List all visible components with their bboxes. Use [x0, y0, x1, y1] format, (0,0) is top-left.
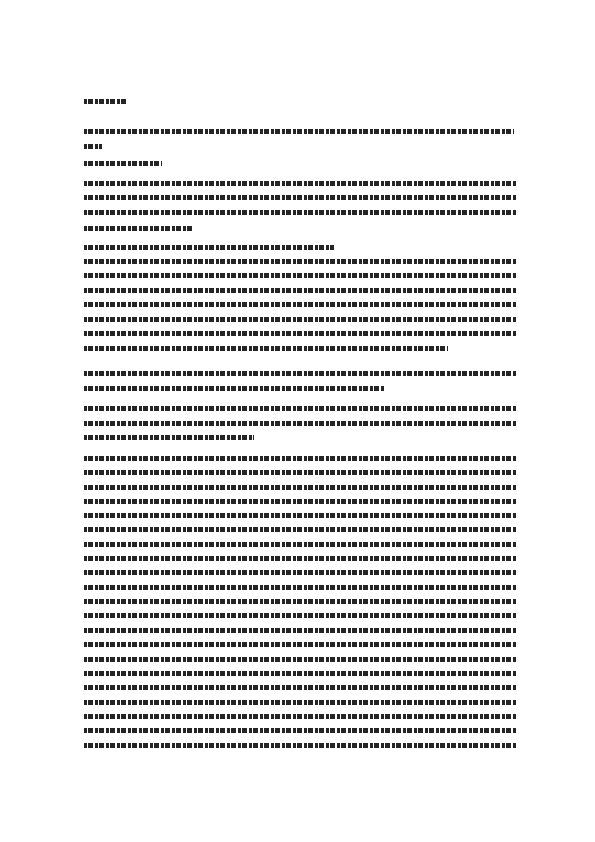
text-line — [84, 699, 516, 707]
text-line-bar — [84, 195, 516, 200]
text-line — [84, 713, 516, 721]
text-line — [84, 434, 254, 442]
text-line — [84, 584, 516, 592]
text-line-bar — [84, 585, 516, 590]
text-line-bar — [84, 470, 516, 475]
text-line — [84, 160, 162, 168]
text-line — [84, 627, 516, 635]
text-line — [84, 569, 516, 577]
text-line-bar — [84, 485, 516, 490]
text-line — [84, 541, 516, 549]
text-line-bar — [84, 259, 516, 264]
text-line — [84, 180, 516, 188]
text-line-bar — [84, 435, 254, 440]
text-line — [84, 670, 516, 678]
text-line-bar — [84, 406, 516, 411]
text-line — [84, 244, 334, 252]
text-line-bar — [84, 628, 516, 633]
text-line — [84, 287, 516, 295]
text-line — [84, 345, 448, 353]
text-line-bar — [84, 657, 516, 662]
text-line — [84, 656, 516, 664]
text-line-bar — [84, 556, 516, 561]
text-line-bar — [84, 371, 516, 376]
text-line-bar — [84, 302, 516, 307]
text-line-bar — [84, 599, 516, 604]
text-line-bar — [84, 499, 516, 504]
text-line-bar — [84, 210, 516, 215]
text-line-bar — [84, 421, 516, 426]
text-line-bar — [84, 714, 516, 719]
text-line-bar — [84, 700, 516, 705]
text-line — [84, 598, 516, 606]
text-line — [84, 98, 128, 106]
text-line-bar — [84, 181, 516, 186]
text-line-bar — [84, 226, 192, 231]
text-line-bar — [84, 542, 516, 547]
text-line-bar — [84, 161, 162, 166]
text-line-bar — [84, 245, 334, 250]
text-line-bar — [84, 273, 516, 278]
text-line — [84, 128, 514, 136]
text-line — [84, 455, 516, 463]
text-line-bar — [84, 99, 128, 104]
text-line — [84, 684, 516, 692]
text-line — [84, 526, 516, 534]
text-line — [84, 330, 516, 338]
text-line-bar — [84, 642, 516, 647]
text-line-bar — [84, 513, 516, 518]
text-line — [84, 370, 516, 378]
text-line — [84, 641, 516, 649]
text-line-bar — [84, 728, 516, 733]
text-line — [84, 225, 192, 233]
text-line — [84, 258, 516, 266]
text-line — [84, 316, 516, 324]
text-line — [84, 612, 516, 620]
text-line-bar — [84, 346, 448, 351]
text-line — [84, 498, 516, 506]
text-line-bar — [84, 129, 514, 134]
text-line-bar — [84, 386, 384, 391]
text-line-bar — [84, 456, 516, 461]
text-line — [84, 512, 516, 520]
text-line — [84, 555, 516, 563]
text-line-bar — [84, 317, 516, 322]
text-line — [84, 405, 516, 413]
text-line — [84, 742, 516, 750]
text-line-bar — [84, 527, 516, 532]
text-line — [84, 727, 516, 735]
text-line — [84, 469, 516, 477]
text-line — [84, 385, 384, 393]
text-line — [84, 272, 516, 280]
text-line-bar — [84, 743, 516, 748]
text-line-bar — [84, 570, 516, 575]
text-line — [84, 484, 516, 492]
text-line-bar — [84, 288, 516, 293]
text-line — [84, 194, 516, 202]
text-line-bar — [84, 144, 102, 149]
text-line-bar — [84, 331, 516, 336]
text-line — [84, 143, 102, 151]
text-line — [84, 301, 516, 309]
text-line-bar — [84, 613, 516, 618]
text-line-bar — [84, 671, 516, 676]
text-line — [84, 209, 516, 217]
text-line — [84, 420, 516, 428]
text-line-bar — [84, 685, 516, 690]
